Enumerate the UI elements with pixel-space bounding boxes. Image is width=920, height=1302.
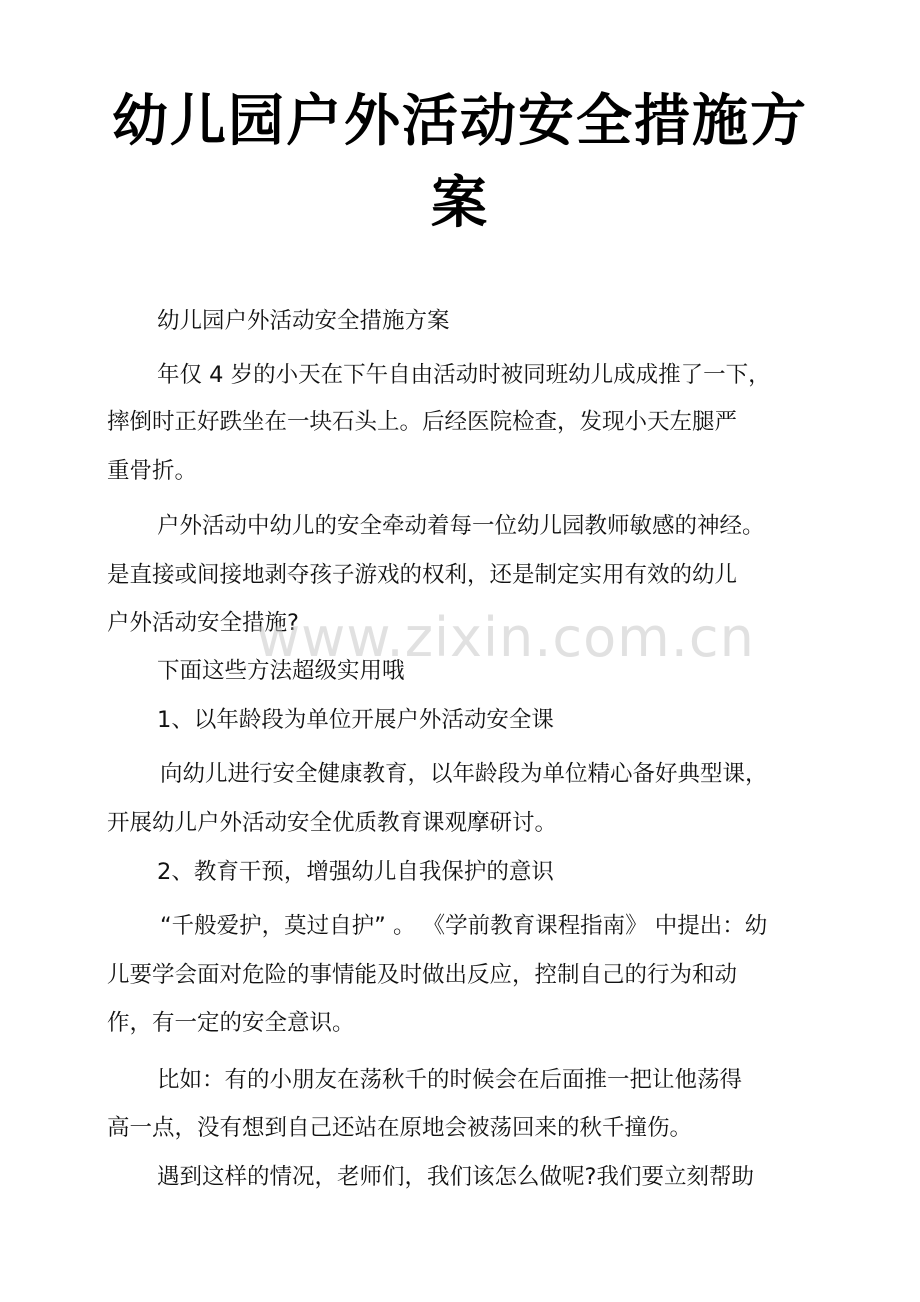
document-title-line-2: 案 [431,171,489,236]
paragraph-line: 下面这些方法超级实用哦 [157,658,405,684]
section-heading-2: 2、教育干预，增强幼儿自我保护的意识 [157,859,554,885]
paragraph-line: 作，有一定的安全意识。 [107,1010,355,1036]
paragraph-line: 开展幼儿户外活动安全优质教育课观摩研讨。 [107,810,558,836]
paragraph-line: 高一点，没有想到自己还站在原地会被荡回来的秋千撞伤。 [107,1115,693,1141]
section-heading-1: 1、以年龄段为单位开展户外活动安全课 [157,707,554,733]
paragraph-line: 儿要学会面对危险的事情能及时做出反应，控制自己的行为和动 [107,962,738,988]
paragraph-line: 重骨折。 [107,458,198,484]
paragraph-line: 年仅 4 岁的小天在下午自由活动时被同班幼儿成成推了一下， [157,362,771,388]
watermark: www.zixin.com.cn [256,606,755,669]
paragraph-line: 户外活动安全措施? [107,610,299,636]
paragraph-line: 比如：有的小朋友在荡秋千的时候会在后面推一把让他荡得 [157,1067,743,1093]
paragraph-line: 是直接或间接地剥夺孩子游戏的权利，还是制定实用有效的幼儿 [107,562,738,588]
paragraph-line: 向幼儿进行安全健康教育，以年龄段为单位精心备好典型课， [160,761,768,787]
paragraph-line: “千般爱护，莫过自护” 。 《学前教育课程指南》 中提出：幼 [160,913,768,939]
document-title-line-1: 幼儿园户外活动安全措施方 [112,89,808,154]
paragraph-line: 遇到这样的情况，老师们，我们该怎么做呢?我们要立刻帮助 [157,1164,754,1190]
paragraph-line: 摔倒时正好跌坐在一块石头上。后经医院检查，发现小天左腿严 [107,409,738,435]
paragraph-heading: 幼儿园户外活动安全措施方案 [157,308,450,334]
paragraph-line: 户外活动中幼儿的安全牵动着每一位幼儿园教师敏感的神经。 [157,513,765,539]
